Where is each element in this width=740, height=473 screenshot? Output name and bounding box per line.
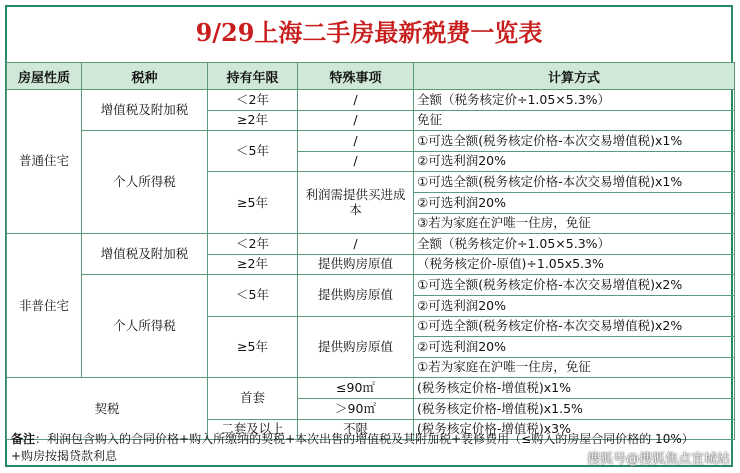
header-tax-type: 税种 [82, 63, 208, 90]
calc-method-cell: 全额（税务核定价÷1.05×5.3%） [414, 234, 735, 255]
header-special-item: 特殊事项 [298, 63, 414, 90]
special-item-cell: / [298, 110, 414, 131]
header-property-type: 房屋性质 [7, 63, 82, 90]
header-row [7, 63, 735, 90]
calc-method-cell: ③若为家庭在沪唯一住房，免征 [414, 213, 735, 234]
table-row [7, 234, 735, 255]
special-item-cell: / [298, 234, 414, 255]
calc-method-cell: ②可选利润20% [414, 337, 735, 358]
calc-method-cell: ①可选全额(税务核定价格-本次交易增值税)x2% [414, 316, 735, 337]
holding-period-cell: ＜5年 [208, 131, 298, 172]
calc-method-cell: ②可选利润20% [414, 151, 735, 172]
calc-method-cell: （税务核定价-原值)÷1.05x5.3% [414, 254, 735, 275]
holding-period-cell: ＜5年 [208, 275, 298, 316]
header-calc-method: 计算方式 [414, 63, 735, 90]
area-cell: 不限 [298, 419, 414, 440]
tax-type-cell: 个人所得税 [82, 131, 208, 234]
holding-period-cell: ＜2年 [208, 90, 298, 111]
tax-type-cell: 增值税及附加税 [82, 90, 208, 131]
property-type-cell: 非普住宅 [7, 234, 82, 378]
note-line-1: ：利润包含购入的合同价格+购入所缴纳的契税+本次出售的增值税及其附加税+装修费用（≤购入的房屋合同价格的 10%） [35, 432, 694, 446]
table-row [7, 378, 735, 399]
holding-period-cell: ≥2年 [208, 254, 298, 275]
calc-method-cell: ②可选利润20% [414, 295, 735, 316]
holding-period-cell: ≥5年 [208, 316, 298, 378]
calc-method-cell: (税务核定价格-增值税)x3% [414, 419, 735, 440]
special-item-cell: 提供购房原值 [298, 275, 414, 316]
tax-type-cell: 个人所得税 [82, 275, 208, 378]
area-cell: ≤90㎡ [298, 378, 414, 399]
tax-type-cell: 增值税及附加税 [82, 234, 208, 275]
calc-method-cell: (税务核定价格-增值税)x1% [414, 378, 735, 399]
header-holding-period: 持有年限 [208, 63, 298, 90]
table-row [7, 131, 735, 152]
calc-method-cell: ①可选全额(税务核定价格-本次交易增值税)x1% [414, 172, 735, 193]
calc-method-cell: ①可选全额(税务核定价格-本次交易增值税)x2% [414, 275, 735, 296]
property-type-cell: 普通住宅 [7, 90, 82, 234]
special-item-cell: / [298, 90, 414, 111]
calc-method-cell: ①若为家庭在沪唯一住房，免征 [414, 357, 735, 378]
deed-tax-cell: 契税 [7, 378, 208, 440]
home-count-cell: 二套及以上 [208, 419, 298, 440]
table-row [7, 90, 735, 111]
calc-method-cell: ①可选全额(税务核定价格-本次交易增值税)x1% [414, 131, 735, 152]
note-label: 备注 [11, 432, 36, 446]
home-count-cell: 首套 [208, 378, 298, 419]
tax-table [6, 62, 735, 440]
area-cell: ＞90㎡ [298, 398, 414, 419]
calc-method-cell: 全额（税务核定价÷1.05×5.3%） [414, 90, 735, 111]
special-item-cell: / [298, 131, 414, 152]
tax-table-frame [5, 5, 733, 467]
special-item-cell: / [298, 151, 414, 172]
special-item-cell: 提供购房原值 [298, 316, 414, 378]
watermark: 搜狐号@搜狐焦点宣城站 [586, 452, 730, 467]
table-row [7, 275, 735, 296]
special-item-cell: 提供购房原值 [298, 254, 414, 275]
calc-method-cell: ②可选利润20% [414, 192, 735, 213]
page-title: 9/29上海二手房最新税费一览表 [195, 18, 543, 47]
holding-period-cell: ≥2年 [208, 110, 298, 131]
calc-method-cell: 免征 [414, 110, 735, 131]
note-line-2: +购房按揭贷款利息 [11, 449, 118, 463]
holding-period-cell: ＜2年 [208, 234, 298, 255]
holding-period-cell: ≥5年 [208, 172, 298, 234]
special-item-cell: 利润需提供买进成本 [298, 172, 414, 234]
calc-method-cell: (税务核定价格-增值税)x1.5% [414, 398, 735, 419]
